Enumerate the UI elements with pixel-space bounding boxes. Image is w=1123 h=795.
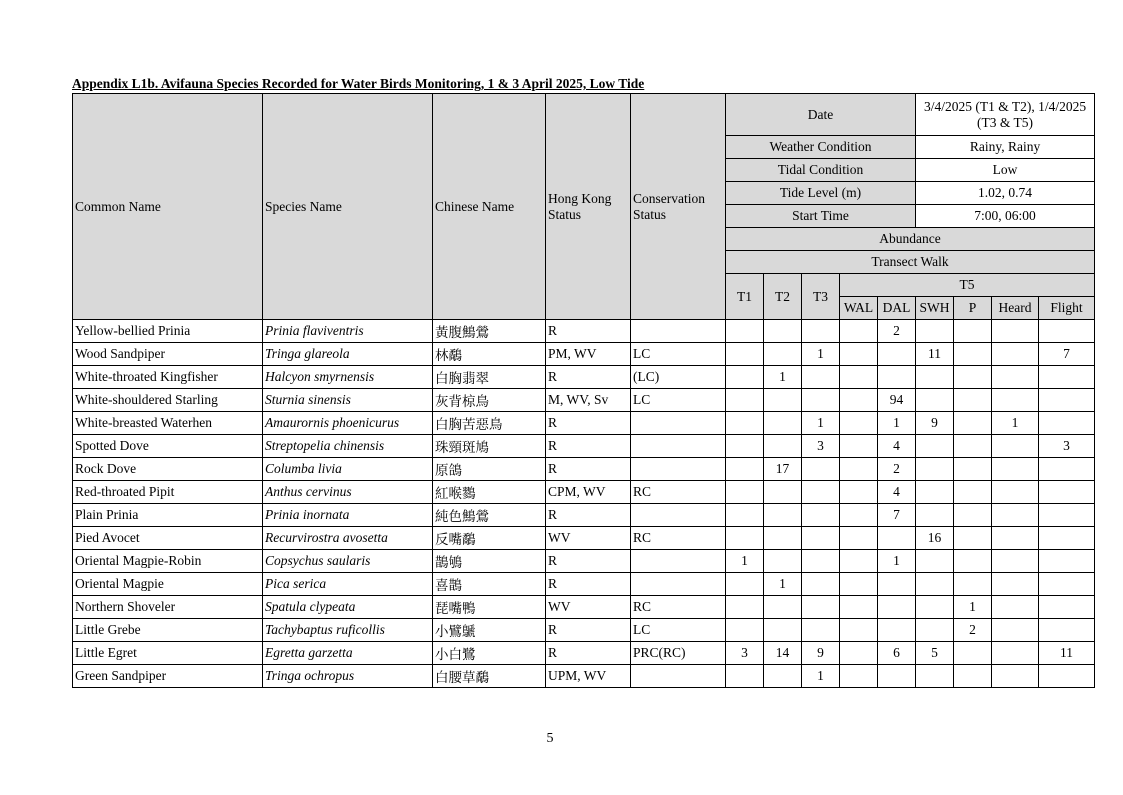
hk-status-cell: R xyxy=(546,412,631,435)
species-name-cell: Prinia flaviventris xyxy=(263,320,433,343)
header-heard: Heard xyxy=(992,297,1039,320)
p-count-cell: 1 xyxy=(954,596,992,619)
header-start-time-value: 7:00, 06:00 xyxy=(916,205,1095,228)
dal-count-cell xyxy=(878,366,916,389)
heard-count-cell xyxy=(992,573,1039,596)
hk-status-cell: R xyxy=(546,366,631,389)
t1-count-cell xyxy=(726,435,764,458)
header-t1: T1 xyxy=(726,274,764,320)
dal-count-cell: 4 xyxy=(878,435,916,458)
species-name-cell: Recurvirostra avosetta xyxy=(263,527,433,550)
heard-count-cell: 1 xyxy=(992,412,1039,435)
common-name-cell: Plain Prinia xyxy=(73,504,263,527)
header-chinese-name: Chinese Name xyxy=(433,94,546,320)
table-row xyxy=(73,320,1095,343)
flight-count-cell xyxy=(1039,573,1095,596)
dal-count-cell: 2 xyxy=(878,320,916,343)
t1-count-cell: 3 xyxy=(726,642,764,665)
avifauna-table xyxy=(72,93,1095,688)
common-name-cell: Green Sandpiper xyxy=(73,665,263,688)
species-name-cell: Spatula clypeata xyxy=(263,596,433,619)
dal-count-cell: 2 xyxy=(878,458,916,481)
hk-status-cell: WV xyxy=(546,596,631,619)
chinese-name-cell: 喜鵲 xyxy=(433,573,546,596)
wal-count-cell xyxy=(840,320,878,343)
dal-count-cell: 1 xyxy=(878,412,916,435)
conservation-status-cell xyxy=(631,550,726,573)
t2-count-cell xyxy=(764,412,802,435)
swh-count-cell xyxy=(916,665,954,688)
species-name-cell: Tachybaptus ruficollis xyxy=(263,619,433,642)
conservation-status-cell xyxy=(631,504,726,527)
species-name-cell: Prinia inornata xyxy=(263,504,433,527)
table-body xyxy=(73,320,1095,688)
hk-status-cell: R xyxy=(546,642,631,665)
t3-count-cell: 3 xyxy=(802,435,840,458)
p-count-cell xyxy=(954,320,992,343)
wal-count-cell xyxy=(840,642,878,665)
t3-count-cell xyxy=(802,550,840,573)
t1-count-cell xyxy=(726,343,764,366)
t3-count-cell xyxy=(802,527,840,550)
header-conservation-status: Conservation Status xyxy=(631,94,726,320)
species-name-cell: Columba livia xyxy=(263,458,433,481)
dal-count-cell xyxy=(878,343,916,366)
header-hk-status: Hong Kong Status xyxy=(546,94,631,320)
conservation-status-cell xyxy=(631,665,726,688)
t3-count-cell xyxy=(802,504,840,527)
header-t5: T5 xyxy=(840,274,1095,297)
species-name-cell: Egretta garzetta xyxy=(263,642,433,665)
header-swh: SWH xyxy=(916,297,954,320)
common-name-cell: Northern Shoveler xyxy=(73,596,263,619)
table-row xyxy=(73,412,1095,435)
t1-count-cell xyxy=(726,596,764,619)
t3-count-cell xyxy=(802,573,840,596)
common-name-cell: White-breasted Waterhen xyxy=(73,412,263,435)
dal-count-cell: 6 xyxy=(878,642,916,665)
t1-count-cell xyxy=(726,573,764,596)
hk-status-cell: M, WV, Sv xyxy=(546,389,631,412)
hk-status-cell: CPM, WV xyxy=(546,481,631,504)
t2-count-cell: 1 xyxy=(764,366,802,389)
t1-count-cell xyxy=(726,481,764,504)
flight-count-cell: 7 xyxy=(1039,343,1095,366)
flight-count-cell xyxy=(1039,412,1095,435)
conservation-status-cell: RC xyxy=(631,596,726,619)
t1-count-cell xyxy=(726,504,764,527)
wal-count-cell xyxy=(840,389,878,412)
hk-status-cell: R xyxy=(546,320,631,343)
header-common-name: Common Name xyxy=(73,94,263,320)
conservation-status-cell: LC xyxy=(631,343,726,366)
chinese-name-cell: 林鷸 xyxy=(433,343,546,366)
t1-count-cell xyxy=(726,412,764,435)
heard-count-cell xyxy=(992,527,1039,550)
p-count-cell xyxy=(954,665,992,688)
flight-count-cell: 11 xyxy=(1039,642,1095,665)
heard-count-cell xyxy=(992,458,1039,481)
t1-count-cell xyxy=(726,527,764,550)
t1-count-cell xyxy=(726,458,764,481)
species-name-cell: Pica serica xyxy=(263,573,433,596)
header-p: P xyxy=(954,297,992,320)
flight-count-cell xyxy=(1039,550,1095,573)
chinese-name-cell: 鵲鴝 xyxy=(433,550,546,573)
heard-count-cell xyxy=(992,504,1039,527)
wal-count-cell xyxy=(840,619,878,642)
conservation-status-cell: PRC(RC) xyxy=(631,642,726,665)
flight-count-cell xyxy=(1039,504,1095,527)
conservation-status-cell xyxy=(631,458,726,481)
wal-count-cell xyxy=(840,366,878,389)
t3-count-cell xyxy=(802,389,840,412)
header-weather-value: Rainy, Rainy xyxy=(916,136,1095,159)
conservation-status-cell xyxy=(631,435,726,458)
table-header xyxy=(73,94,1095,320)
table-caption: Appendix L1b. Avifauna Species Recorded for Water Birds Monitoring, 1 & 3 April 2025, Low Tide xyxy=(72,76,645,91)
hk-status-cell: UPM, WV xyxy=(546,665,631,688)
wal-count-cell xyxy=(840,550,878,573)
dal-count-cell xyxy=(878,573,916,596)
flight-count-cell: 3 xyxy=(1039,435,1095,458)
chinese-name-cell: 灰背椋鳥 xyxy=(433,389,546,412)
swh-count-cell: 11 xyxy=(916,343,954,366)
common-name-cell: White-throated Kingfisher xyxy=(73,366,263,389)
swh-count-cell xyxy=(916,573,954,596)
p-count-cell xyxy=(954,642,992,665)
dal-count-cell xyxy=(878,619,916,642)
p-count-cell xyxy=(954,504,992,527)
swh-count-cell xyxy=(916,481,954,504)
t3-count-cell xyxy=(802,619,840,642)
conservation-status-cell xyxy=(631,320,726,343)
t2-count-cell xyxy=(764,550,802,573)
t2-count-cell xyxy=(764,527,802,550)
header-dal: DAL xyxy=(878,297,916,320)
dal-count-cell: 94 xyxy=(878,389,916,412)
swh-count-cell: 5 xyxy=(916,642,954,665)
p-count-cell xyxy=(954,550,992,573)
header-date-label: Date xyxy=(726,94,916,136)
chinese-name-cell: 白胸苦惡鳥 xyxy=(433,412,546,435)
table-row xyxy=(73,343,1095,366)
wal-count-cell xyxy=(840,481,878,504)
t2-count-cell xyxy=(764,389,802,412)
table-row xyxy=(73,435,1095,458)
swh-count-cell xyxy=(916,320,954,343)
t3-count-cell xyxy=(802,320,840,343)
t1-count-cell xyxy=(726,320,764,343)
p-count-cell xyxy=(954,389,992,412)
hk-status-cell: R xyxy=(546,619,631,642)
chinese-name-cell: 琵嘴鴨 xyxy=(433,596,546,619)
t3-count-cell xyxy=(802,458,840,481)
t3-count-cell: 1 xyxy=(802,343,840,366)
flight-count-cell xyxy=(1039,458,1095,481)
common-name-cell: Pied Avocet xyxy=(73,527,263,550)
conservation-status-cell xyxy=(631,573,726,596)
dal-count-cell xyxy=(878,596,916,619)
chinese-name-cell: 黃腹鷦鶯 xyxy=(433,320,546,343)
table-row xyxy=(73,527,1095,550)
swh-count-cell xyxy=(916,619,954,642)
swh-count-cell xyxy=(916,504,954,527)
p-count-cell xyxy=(954,573,992,596)
swh-count-cell xyxy=(916,389,954,412)
t2-count-cell xyxy=(764,596,802,619)
wal-count-cell xyxy=(840,596,878,619)
p-count-cell xyxy=(954,412,992,435)
t3-count-cell xyxy=(802,366,840,389)
t2-count-cell: 1 xyxy=(764,573,802,596)
conservation-status-cell: LC xyxy=(631,389,726,412)
p-count-cell xyxy=(954,366,992,389)
common-name-cell: Oriental Magpie-Robin xyxy=(73,550,263,573)
conservation-status-cell: RC xyxy=(631,527,726,550)
header-tidal-label: Tidal Condition xyxy=(726,159,916,182)
hk-status-cell: PM, WV xyxy=(546,343,631,366)
swh-count-cell xyxy=(916,366,954,389)
t3-count-cell: 1 xyxy=(802,665,840,688)
flight-count-cell xyxy=(1039,481,1095,504)
common-name-cell: Yellow-bellied Prinia xyxy=(73,320,263,343)
header-date-value: 3/4/2025 (T1 & T2), 1/4/2025 (T3 & T5) xyxy=(916,94,1095,136)
swh-count-cell: 16 xyxy=(916,527,954,550)
header-abundance: Abundance xyxy=(726,228,1095,251)
header-t3: T3 xyxy=(802,274,840,320)
flight-count-cell xyxy=(1039,527,1095,550)
table-row xyxy=(73,366,1095,389)
flight-count-cell xyxy=(1039,596,1095,619)
swh-count-cell xyxy=(916,596,954,619)
wal-count-cell xyxy=(840,527,878,550)
p-count-cell: 2 xyxy=(954,619,992,642)
conservation-status-cell: LC xyxy=(631,619,726,642)
t2-count-cell xyxy=(764,343,802,366)
table-row xyxy=(73,504,1095,527)
conservation-status-cell xyxy=(631,412,726,435)
common-name-cell: Oriental Magpie xyxy=(73,573,263,596)
p-count-cell xyxy=(954,458,992,481)
hk-status-cell: R xyxy=(546,504,631,527)
heard-count-cell xyxy=(992,389,1039,412)
t1-count-cell xyxy=(726,389,764,412)
dal-count-cell: 4 xyxy=(878,481,916,504)
chinese-name-cell: 小鷿鷈 xyxy=(433,619,546,642)
table-row xyxy=(73,619,1095,642)
wal-count-cell xyxy=(840,665,878,688)
t2-count-cell xyxy=(764,481,802,504)
t1-count-cell xyxy=(726,366,764,389)
chinese-name-cell: 紅喉鷚 xyxy=(433,481,546,504)
wal-count-cell xyxy=(840,504,878,527)
chinese-name-cell: 小白鷺 xyxy=(433,642,546,665)
species-name-cell: Tringa ochropus xyxy=(263,665,433,688)
t2-count-cell xyxy=(764,504,802,527)
t3-count-cell: 9 xyxy=(802,642,840,665)
header-transect-walk: Transect Walk xyxy=(726,251,1095,274)
table-row xyxy=(73,389,1095,412)
species-name-cell: Streptopelia chinensis xyxy=(263,435,433,458)
heard-count-cell xyxy=(992,481,1039,504)
common-name-cell: White-shouldered Starling xyxy=(73,389,263,412)
heard-count-cell xyxy=(992,320,1039,343)
heard-count-cell xyxy=(992,343,1039,366)
table-row xyxy=(73,665,1095,688)
table-row xyxy=(73,481,1095,504)
common-name-cell: Spotted Dove xyxy=(73,435,263,458)
hk-status-cell: WV xyxy=(546,527,631,550)
flight-count-cell xyxy=(1039,320,1095,343)
species-name-cell: Sturnia sinensis xyxy=(263,389,433,412)
species-name-cell: Halcyon smyrnensis xyxy=(263,366,433,389)
common-name-cell: Rock Dove xyxy=(73,458,263,481)
table-row xyxy=(73,550,1095,573)
wal-count-cell xyxy=(840,458,878,481)
chinese-name-cell: 原鴿 xyxy=(433,458,546,481)
species-name-cell: Amaurornis phoenicurus xyxy=(263,412,433,435)
t2-count-cell xyxy=(764,619,802,642)
t2-count-cell xyxy=(764,320,802,343)
wal-count-cell xyxy=(840,435,878,458)
dal-count-cell xyxy=(878,665,916,688)
hk-status-cell: R xyxy=(546,550,631,573)
wal-count-cell xyxy=(840,343,878,366)
t2-count-cell: 14 xyxy=(764,642,802,665)
species-name-cell: Copsychus saularis xyxy=(263,550,433,573)
conservation-status-cell: (LC) xyxy=(631,366,726,389)
common-name-cell: Little Egret xyxy=(73,642,263,665)
header-tidal-value: Low xyxy=(916,159,1095,182)
conservation-status-cell: RC xyxy=(631,481,726,504)
t1-count-cell xyxy=(726,665,764,688)
swh-count-cell: 9 xyxy=(916,412,954,435)
flight-count-cell xyxy=(1039,619,1095,642)
p-count-cell xyxy=(954,343,992,366)
hk-status-cell: R xyxy=(546,573,631,596)
dal-count-cell: 1 xyxy=(878,550,916,573)
header-species-name: Species Name xyxy=(263,94,433,320)
wal-count-cell xyxy=(840,412,878,435)
heard-count-cell xyxy=(992,596,1039,619)
flight-count-cell xyxy=(1039,389,1095,412)
t2-count-cell: 17 xyxy=(764,458,802,481)
t1-count-cell: 1 xyxy=(726,550,764,573)
swh-count-cell xyxy=(916,550,954,573)
header-t2: T2 xyxy=(764,274,802,320)
table-row xyxy=(73,596,1095,619)
swh-count-cell xyxy=(916,458,954,481)
page-number: 5 xyxy=(546,731,554,746)
t2-count-cell xyxy=(764,665,802,688)
p-count-cell xyxy=(954,481,992,504)
table-row xyxy=(73,458,1095,481)
t1-count-cell xyxy=(726,619,764,642)
species-name-cell: Anthus cervinus xyxy=(263,481,433,504)
dal-count-cell: 7 xyxy=(878,504,916,527)
heard-count-cell xyxy=(992,665,1039,688)
t3-count-cell xyxy=(802,481,840,504)
heard-count-cell xyxy=(992,366,1039,389)
dal-count-cell xyxy=(878,527,916,550)
species-name-cell: Tringa glareola xyxy=(263,343,433,366)
t3-count-cell: 1 xyxy=(802,412,840,435)
chinese-name-cell: 珠頸斑鳩 xyxy=(433,435,546,458)
t2-count-cell xyxy=(764,435,802,458)
flight-count-cell xyxy=(1039,665,1095,688)
header-flight: Flight xyxy=(1039,297,1095,320)
flight-count-cell xyxy=(1039,366,1095,389)
chinese-name-cell: 反嘴鷸 xyxy=(433,527,546,550)
t3-count-cell xyxy=(802,596,840,619)
hk-status-cell: R xyxy=(546,458,631,481)
table-row xyxy=(73,573,1095,596)
common-name-cell: Wood Sandpiper xyxy=(73,343,263,366)
header-tide-level-value: 1.02, 0.74 xyxy=(916,182,1095,205)
heard-count-cell xyxy=(992,619,1039,642)
p-count-cell xyxy=(954,435,992,458)
table-row xyxy=(73,642,1095,665)
common-name-cell: Little Grebe xyxy=(73,619,263,642)
chinese-name-cell: 白腰草鷸 xyxy=(433,665,546,688)
hk-status-cell: R xyxy=(546,435,631,458)
heard-count-cell xyxy=(992,435,1039,458)
heard-count-cell xyxy=(992,642,1039,665)
header-tide-level-label: Tide Level (m) xyxy=(726,182,916,205)
chinese-name-cell: 純色鷦鶯 xyxy=(433,504,546,527)
header-start-time-label: Start Time xyxy=(726,205,916,228)
chinese-name-cell: 白胸翡翠 xyxy=(433,366,546,389)
heard-count-cell xyxy=(992,550,1039,573)
p-count-cell xyxy=(954,527,992,550)
header-weather-label: Weather Condition xyxy=(726,136,916,159)
header-wal: WAL xyxy=(840,297,878,320)
swh-count-cell xyxy=(916,435,954,458)
common-name-cell: Red-throated Pipit xyxy=(73,481,263,504)
wal-count-cell xyxy=(840,573,878,596)
